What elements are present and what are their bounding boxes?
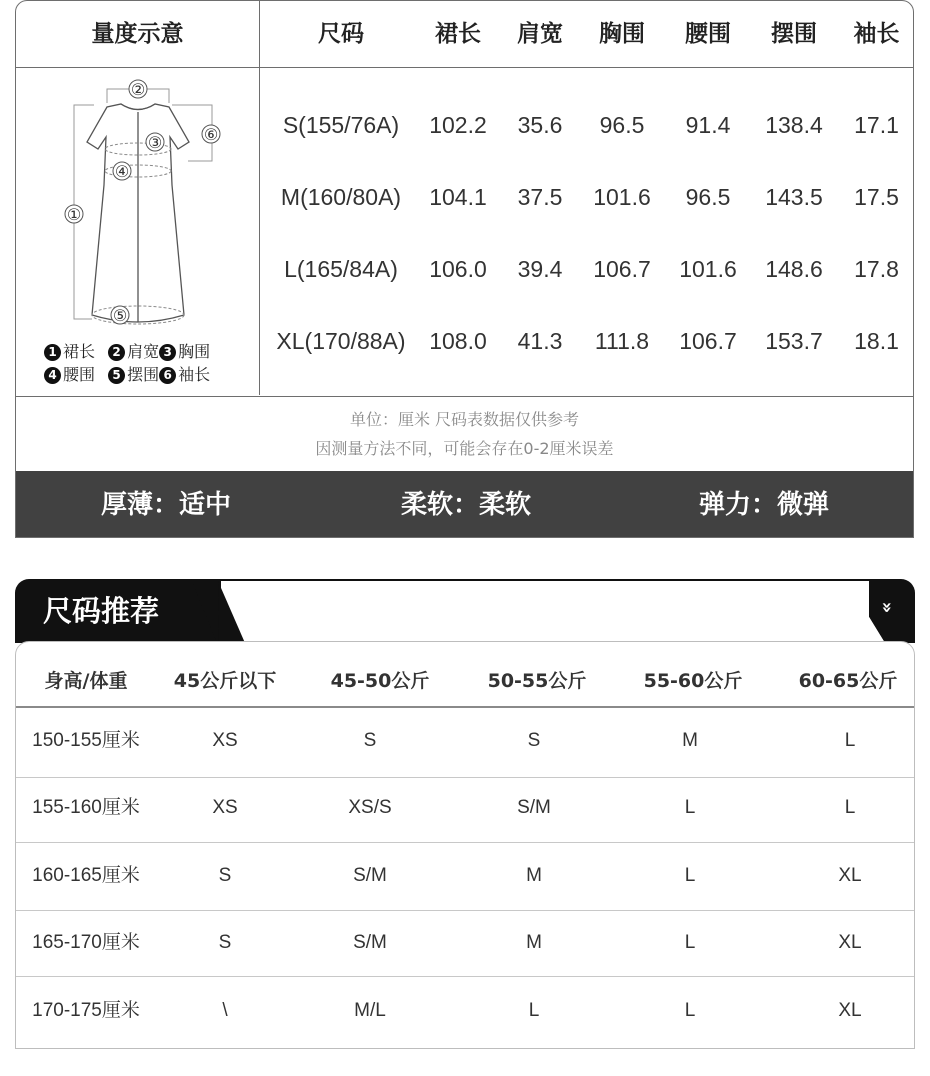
header-waist: 腰围: [685, 21, 731, 47]
row-size: L: [528, 1000, 540, 1021]
size-value: 41.3: [517, 328, 563, 354]
header-size: 尺码: [318, 21, 364, 47]
row-size: XS: [212, 730, 238, 751]
size-value: 153.7: [765, 328, 823, 354]
marker-4: ④: [114, 162, 130, 181]
legend-label: 胸围: [178, 342, 211, 361]
size-label: XL(170/88A): [276, 328, 406, 354]
legend-label: 腰围: [63, 365, 96, 384]
row-size: XS/S: [348, 797, 392, 818]
size-label: L(165/84A): [284, 256, 398, 282]
row-size: XS: [212, 797, 238, 818]
size-value: 102.2: [429, 112, 487, 138]
size-value: 106.0: [429, 256, 487, 282]
row-size: M: [682, 730, 698, 751]
header-sleeve: 袖长: [853, 21, 900, 47]
legend-num: 1: [44, 344, 61, 361]
size-value: 111.8: [594, 328, 650, 354]
row-size: S/M: [517, 797, 551, 818]
header-weight-col: 45-50公斤: [330, 670, 430, 692]
row-size: XL: [838, 865, 862, 886]
row-size: XL: [838, 1000, 862, 1021]
row-size: S: [218, 865, 232, 886]
header-shoulder: 肩宽: [517, 21, 563, 47]
size-value: 143.5: [765, 184, 823, 210]
legend-num: 2: [108, 344, 125, 361]
legend-label: 裙长: [63, 342, 96, 361]
row-height: 165-170厘米: [32, 932, 140, 953]
size-value: 96.5: [599, 112, 645, 138]
size-value: 101.6: [593, 184, 651, 210]
size-value: 37.5: [517, 184, 563, 210]
row-size: L: [844, 797, 856, 818]
size-value: 104.1: [429, 184, 487, 210]
legend-label: 肩宽: [127, 342, 160, 361]
header-weight-col: 60-65公斤: [798, 670, 898, 692]
attribute-elasticity: 弹力：微弹: [698, 490, 829, 520]
size-value: 148.6: [765, 256, 823, 282]
row-size: L: [684, 797, 696, 818]
row-size: XL: [838, 932, 862, 953]
marker-3: ③: [147, 133, 163, 152]
legend-num: 4: [44, 367, 61, 384]
recommend-table: [15, 641, 915, 1049]
size-value: 106.7: [679, 328, 737, 354]
row-height: 160-165厘米: [32, 865, 140, 886]
row-size: S/M: [353, 932, 387, 953]
row-size: L: [844, 730, 856, 751]
row-size: S: [218, 932, 232, 953]
row-size: L: [684, 865, 696, 886]
size-value: 106.7: [593, 256, 651, 282]
legend-num: 5: [108, 367, 125, 384]
legend-line-2: [44, 362, 210, 385]
recommend-header-bar: [15, 579, 915, 643]
size-value: 17.5: [854, 184, 899, 210]
size-label: M(160/80A): [280, 184, 402, 210]
size-value: 35.6: [517, 112, 563, 138]
fabric-attributes-bar: [16, 471, 913, 538]
size-value: 96.5: [685, 184, 731, 210]
chevron-down-icon[interactable]: »: [876, 601, 898, 614]
size-value: 17.1: [854, 112, 899, 138]
row-divider: [16, 976, 914, 977]
dress-diagram: [16, 67, 259, 396]
row-size: M/L: [354, 1000, 386, 1021]
size-table: [15, 0, 914, 538]
legend-num: 3: [159, 344, 176, 361]
row-size: L: [684, 932, 696, 953]
row-size: S: [363, 730, 377, 751]
legend-num: 6: [159, 367, 176, 384]
size-value: 91.4: [685, 112, 731, 138]
size-value: 138.4: [765, 112, 823, 138]
marker-5: ⑤: [112, 306, 128, 325]
note-unit: 单位：厘米 尺码表数据仅供参考: [349, 410, 580, 429]
size-value: 101.6: [679, 256, 737, 282]
size-value: 108.0: [429, 328, 487, 354]
size-value: 39.4: [517, 256, 563, 282]
row-size: S/M: [353, 865, 387, 886]
row-size: M: [526, 865, 542, 886]
header-chest: 胸围: [599, 21, 645, 47]
header-dress-length: 裙长: [435, 21, 481, 47]
size-value: 18.1: [854, 328, 899, 354]
marker-1: ①: [66, 205, 82, 224]
size-value: 17.8: [854, 256, 899, 282]
row-height: 170-175厘米: [32, 1000, 140, 1021]
header-weight-col: 50-55公斤: [487, 670, 587, 692]
header-measure-diagram: 量度示意: [91, 21, 184, 47]
legend-label: 袖长: [178, 365, 211, 384]
row-size: \: [222, 1000, 228, 1021]
row-size: L: [684, 1000, 696, 1021]
legend-line-1: [44, 339, 210, 362]
row-height: 150-155厘米: [32, 730, 140, 751]
marker-6: ⑥: [203, 125, 219, 144]
row-size: S: [527, 730, 541, 751]
row-height: 155-160厘米: [32, 797, 140, 818]
size-label: S(155/76A): [282, 112, 400, 138]
header-hem: 摆围: [771, 21, 817, 47]
marker-2: ②: [130, 80, 146, 99]
attribute-softness: 柔软：柔软: [400, 490, 531, 520]
header-weight-col: 55-60公斤: [643, 670, 743, 692]
legend-label: 摆围: [127, 365, 160, 384]
recommend-title: 尺码推荐: [43, 594, 160, 628]
column-divider: [259, 1, 260, 395]
size-table-header: [16, 1, 913, 68]
attribute-thickness: 厚薄：适中: [100, 490, 231, 520]
measurement-note: [16, 396, 913, 472]
note-tolerance: 因测量方法不同，可能会存在0-2厘米误差: [315, 439, 614, 458]
header-weight-col: 45公斤以下: [173, 670, 277, 692]
header-height-weight: 身高/体重: [44, 670, 128, 692]
size-recommendation: [15, 579, 915, 1049]
row-size: M: [526, 932, 542, 953]
